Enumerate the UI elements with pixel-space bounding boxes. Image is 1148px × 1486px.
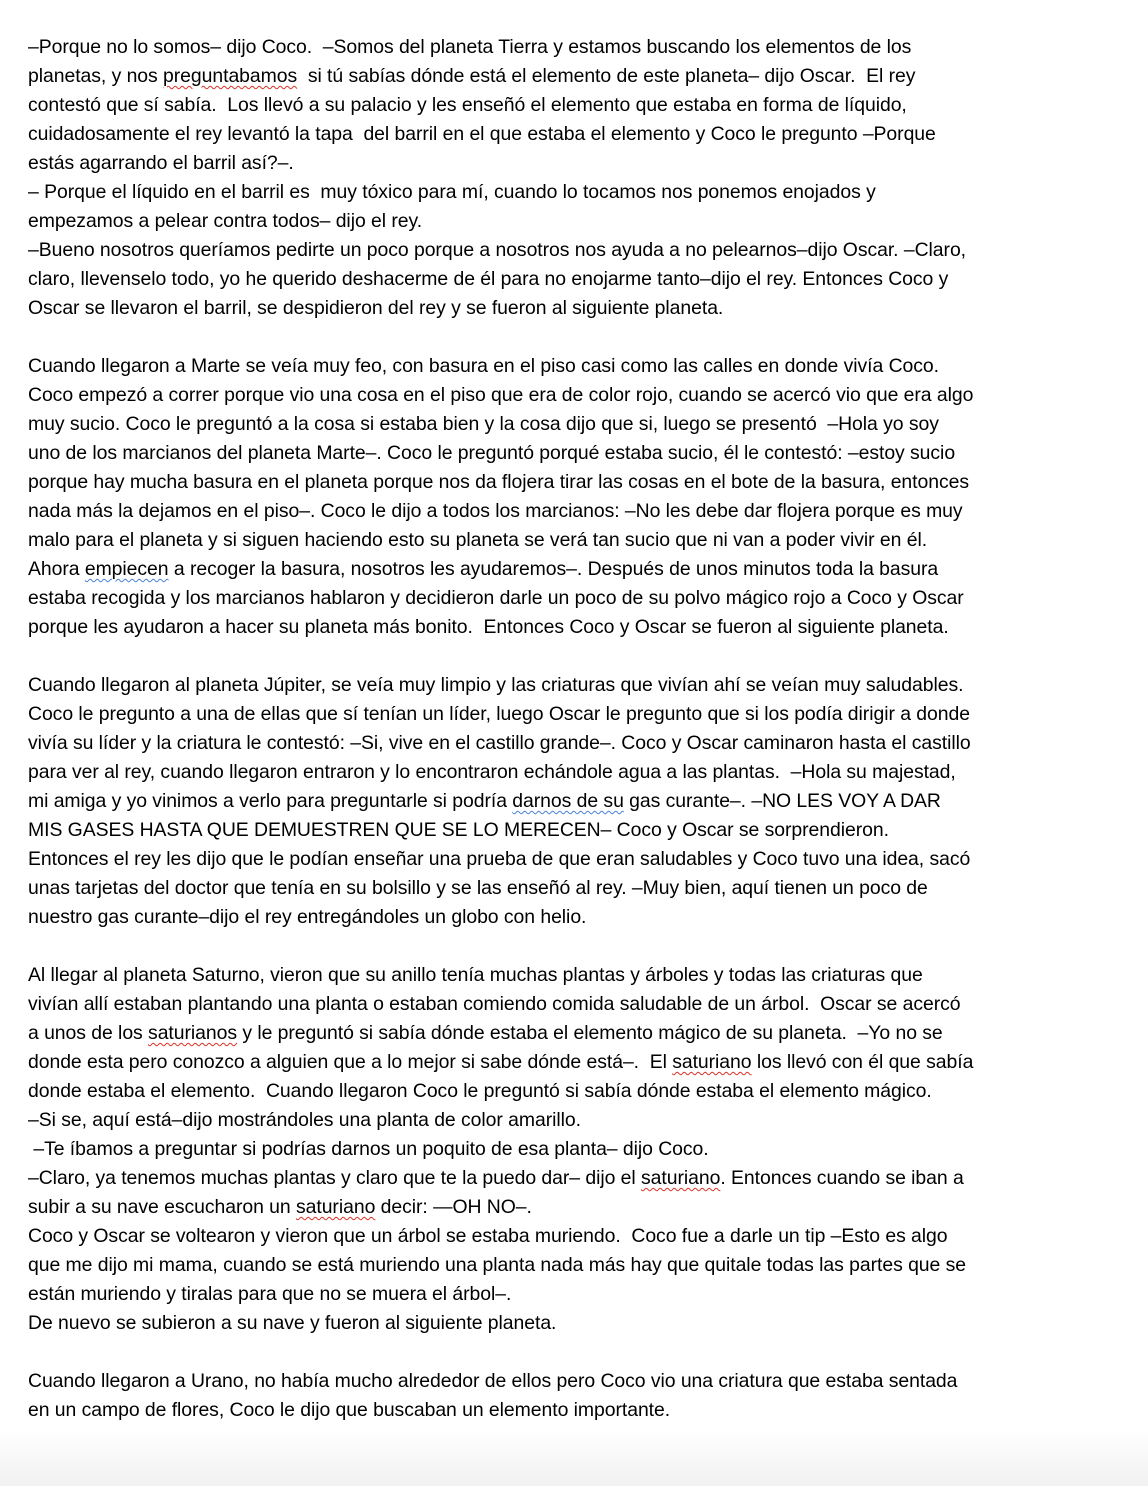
text-line xyxy=(28,903,1128,932)
text-line xyxy=(28,700,1128,729)
text-run: y le preguntó si sabía dónde estaba el elemento mágico de su planeta. –Yo no se xyxy=(237,1022,943,1044)
text-run: contestó que sí sabía. Los llevó a su palacio y les enseñó el elemento que estaba en forma de líquido, xyxy=(28,94,907,116)
text-line xyxy=(28,729,1128,758)
text-run: Coco le pregunto a una de ellas que sí tenían un líder, luego Oscar le pregunto que si los podía dirigir a donde xyxy=(28,703,970,725)
text-line xyxy=(28,845,1128,874)
text-run: –Si se, aquí está–dijo mostrándoles una planta de color amarillo. xyxy=(28,1109,581,1131)
text-run: nuestro gas curante–dijo el rey entregándoles un globo con helio. xyxy=(28,906,587,928)
text-line xyxy=(28,381,1128,410)
text-line xyxy=(28,1251,1128,1280)
text-line xyxy=(28,671,1128,700)
text-run: muy sucio. Coco le preguntó a la cosa si estaba bien y la cosa dijo que si, luego se presentó –Hola yo soy xyxy=(28,413,939,435)
text-run: gas curante–. –NO LES VOY A DAR xyxy=(623,790,941,812)
text-run: a unos de los xyxy=(28,1022,149,1044)
text-line xyxy=(28,1106,1128,1135)
spelling-error-word[interactable]: saturianos xyxy=(148,1022,238,1044)
text-run: si tú sabías dónde está el elemento de este planeta– dijo Oscar. El rey xyxy=(297,65,916,87)
text-run: vivían allí estaban plantando una planta o estaban comiendo comida saludable de un árbol. Oscar se acercó xyxy=(28,993,961,1015)
grammar-suggestion-word[interactable]: darnos de su xyxy=(512,790,624,812)
text-run: donde estaba el elemento. Cuando llegaron Coco le preguntó si sabía dónde estaba el elemento mágico. xyxy=(28,1080,932,1102)
text-line xyxy=(28,1077,1128,1106)
text-run: Ahora xyxy=(28,558,85,580)
text-run: a recoger la basura, nosotros les ayudaremos–. Después de unos minutos toda la basura xyxy=(168,558,939,580)
text-line xyxy=(28,410,1128,439)
text-line xyxy=(28,758,1128,787)
text-line xyxy=(28,555,1128,584)
text-line xyxy=(28,1019,1128,1048)
text-run: claro, llevenselo todo, yo he querido deshacerme de él para no enojarme tanto–dijo el rey. Entonces Coco y xyxy=(28,268,949,290)
text-line xyxy=(28,1367,1128,1396)
spelling-error-word[interactable]: saturiano xyxy=(295,1196,376,1218)
text-line xyxy=(28,990,1128,1019)
text-run: en un campo de flores, Coco le dijo que buscaban un elemento importante. xyxy=(28,1399,671,1421)
text-line xyxy=(28,33,1128,62)
text-run: –Claro, ya tenemos muchas plantas y claro que te la puedo dar– dijo el xyxy=(28,1167,642,1189)
text-run: MIS GASES HASTA QUE DEMUESTREN QUE SE LO MERECEN– Coco y Oscar se sorprendieron. xyxy=(28,819,889,841)
text-run: Coco y Oscar se voltearon y vieron que un árbol se estaba muriendo. Coco fue a darle un tip –Esto es algo xyxy=(28,1225,948,1247)
text-run: Oscar se llevaron el barril, se despidieron del rey y se fueron al siguiente planeta. xyxy=(28,297,724,319)
spelling-error-word[interactable]: preguntabamos xyxy=(163,65,298,87)
text-run: Entonces el rey les dijo que le podían enseñar una prueba de que eran saludables y Coco tuvo una idea, sacó xyxy=(28,848,971,870)
text-line xyxy=(28,62,1128,91)
text-line xyxy=(28,961,1128,990)
text-run: decir: —OH NO–. xyxy=(375,1196,532,1218)
text-run: que me dijo mi mama, cuando se está muriendo una planta nada más hay que quitale todas las partes que se xyxy=(28,1254,966,1276)
text-run: malo para el planeta y si siguen haciendo esto su planeta se verá tan sucio que ni van a poder vivir en él. xyxy=(28,529,928,551)
text-line xyxy=(28,1280,1128,1309)
text-run: subir a su nave escucharon un xyxy=(28,1196,296,1218)
text-run: uno de los marcianos del planeta Marte–. Coco le preguntó porqué estaba sucio, él le contestó: –estoy sucio xyxy=(28,442,956,464)
text-run: nada más la dejamos en el piso–. Coco le dijo a todos los marcianos: –No les debe dar flojera porque es muy xyxy=(28,500,963,522)
text-line xyxy=(28,120,1128,149)
text-run: empezamos a pelear contra todos– dijo el rey. xyxy=(28,210,423,232)
text-run: porque les ayudaron a hacer su planeta más bonito. Entonces Coco y Oscar se fueron al siguiente planeta. xyxy=(28,616,949,638)
text-line xyxy=(28,265,1128,294)
text-run: Al llegar al planeta Saturno, vieron que su anillo tenía muchas plantas y árboles y todas las criaturas que xyxy=(28,964,923,986)
text-line xyxy=(28,497,1128,526)
paragraph-spacer xyxy=(28,1338,1128,1367)
text-run: donde esta pero conozco a alguien que a lo mejor si sabe dónde está–. El xyxy=(28,1051,673,1073)
text-run: estás agarrando el barril así?–. xyxy=(28,152,294,174)
text-line xyxy=(28,1309,1128,1338)
paragraph-spacer xyxy=(28,323,1128,352)
text-line xyxy=(28,1193,1128,1222)
text-run: estaba recogida y los marcianos hablaron y decidieron darle un poco de su polvo mágico rojo a Coco y Oscar xyxy=(28,587,964,609)
paragraph xyxy=(28,961,1128,1338)
paragraph-spacer xyxy=(28,932,1128,961)
text-line xyxy=(28,613,1128,642)
text-run: Cuando llegaron al planeta Júpiter, se veía muy limpio y las criaturas que vivían ahí se veían muy saludables. xyxy=(28,674,964,696)
text-run: – Porque el líquido en el barril es muy tóxico para mí, cuando lo tocamos nos ponemos enojados y xyxy=(28,181,876,203)
text-run: Cuando llegaron a Urano, no había mucho alrededor de ellos pero Coco vio una criatura que estaba sentada xyxy=(28,1370,958,1392)
text-line xyxy=(28,1135,1128,1164)
text-line xyxy=(28,1222,1128,1251)
text-line xyxy=(28,816,1128,845)
text-run: . Entonces cuando se iban a xyxy=(720,1167,964,1189)
text-run: están muriendo y tiralas para que no se muera el árbol–. xyxy=(28,1283,512,1305)
text-run: –Te íbamos a preguntar si podrías darnos un poquito de esa planta– dijo Coco. xyxy=(28,1138,709,1160)
text-run: cuidadosamente el rey levantó la tapa del barril en el que estaba el elemento y Coco le pregunto –Porque xyxy=(28,123,936,145)
text-run: unas tarjetas del doctor que tenía en su bolsillo y se las enseñó al rey. –Muy bien, aquí tienen un poco de xyxy=(28,877,928,899)
text-run: planetas, y nos xyxy=(28,65,164,87)
text-line xyxy=(28,207,1128,236)
spelling-error-word[interactable]: saturiano xyxy=(641,1167,721,1189)
text-run: De nuevo se subieron a su nave y fueron al siguiente planeta. xyxy=(28,1312,557,1334)
text-run: los llevó con él que sabía xyxy=(751,1051,974,1073)
text-line xyxy=(28,294,1128,323)
text-line xyxy=(28,1396,1128,1425)
text-line xyxy=(28,352,1128,381)
text-run: mi amiga y yo vinimos a verlo para preguntarle si podría xyxy=(28,790,513,812)
document-page[interactable] xyxy=(28,33,1128,1425)
text-line xyxy=(28,91,1128,120)
text-run: –Bueno nosotros queríamos pedirte un poco porque a nosotros nos ayuda a no pelearnos–dijo Oscar. –Claro, xyxy=(28,239,967,261)
text-run: porque hay mucha basura en el planeta porque nos da flojera tirar las cosas en el bote de la basura, entonces xyxy=(28,471,970,493)
text-line xyxy=(28,526,1128,555)
text-line xyxy=(28,1048,1128,1077)
text-line xyxy=(28,787,1128,816)
paragraph xyxy=(28,1367,1128,1425)
paragraph xyxy=(28,671,1128,932)
text-line xyxy=(28,236,1128,265)
text-run: vivía su líder y la criatura le contestó: –Si, vive en el castillo grande–. Coco y Oscar caminaron hasta el castillo xyxy=(28,732,971,754)
text-run: Cuando llegaron a Marte se veía muy feo, con basura en el piso casi como las calles en donde vivía Coco. xyxy=(28,355,939,377)
text-line xyxy=(28,584,1128,613)
paragraph xyxy=(28,352,1128,642)
text-line xyxy=(28,439,1128,468)
paragraph xyxy=(28,33,1128,323)
text-line xyxy=(28,874,1128,903)
text-line xyxy=(28,1164,1128,1193)
paragraph-spacer xyxy=(28,642,1128,671)
spelling-error-word[interactable]: saturiano xyxy=(672,1051,752,1073)
text-run: para ver al rey, cuando llegaron entraron y lo encontraron echándole agua a las plantas. –Hola su majestad, xyxy=(28,761,956,783)
text-run: Coco empezó a correr porque vio una cosa en el piso que era de color rojo, cuando se acercó vio que era algo xyxy=(28,384,974,406)
grammar-suggestion-word[interactable]: empiecen xyxy=(84,558,169,580)
text-line xyxy=(28,178,1128,207)
text-line xyxy=(28,468,1128,497)
text-line xyxy=(28,149,1128,178)
text-run: –Porque no lo somos– dijo Coco. –Somos del planeta Tierra y estamos buscando los elementos de los xyxy=(28,36,912,58)
